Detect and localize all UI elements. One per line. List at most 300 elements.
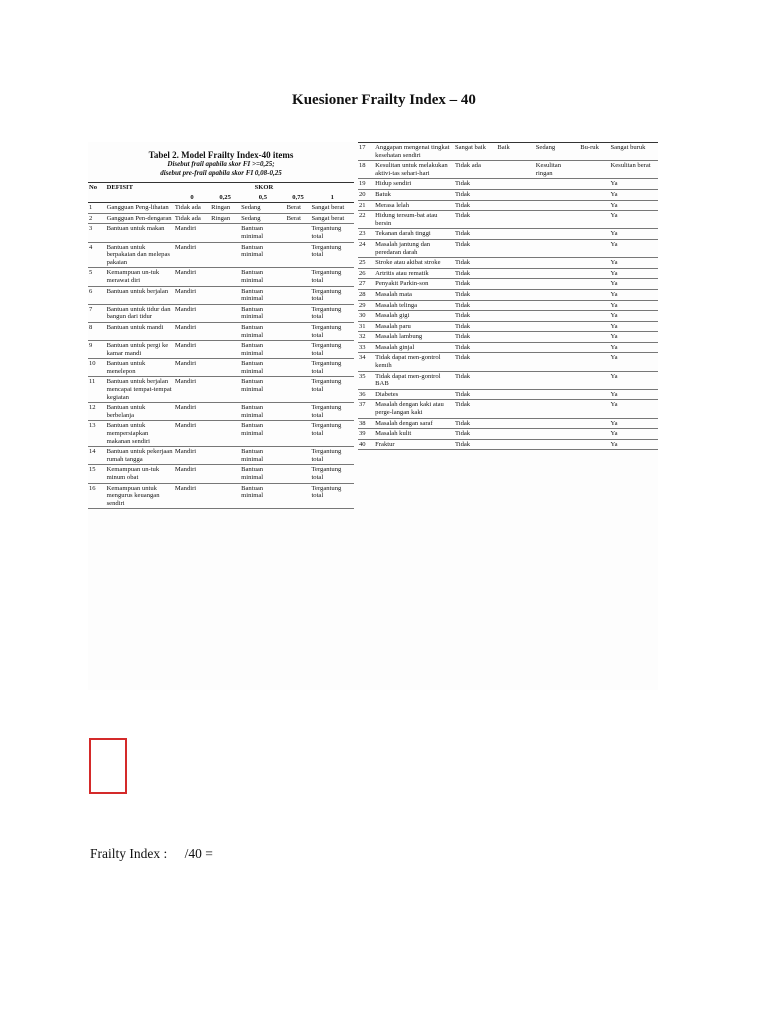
cell-d	[579, 342, 609, 353]
cell-no: 25	[359, 259, 366, 267]
table-row	[358, 332, 658, 343]
cell-defisit: Kemampuan untuk mengurus keuangan sendiri	[106, 484, 160, 507]
cell-s025	[210, 359, 240, 377]
cell-defisit: Kemampuan un-tuk merawat diri	[106, 269, 160, 284]
cell-a: Tidak	[454, 240, 471, 248]
header-skor: SKOR	[174, 183, 354, 193]
cell-b	[496, 418, 534, 429]
frailty-index-label: Frailty Index :	[90, 846, 168, 861]
cell-b	[496, 300, 534, 311]
cell-b	[496, 429, 534, 440]
cell-s0: Mandiri	[174, 305, 197, 313]
caption-title: Tabel 2. Model Frailty Index-40 items	[148, 150, 294, 160]
cell-defisit: Batuk	[375, 190, 391, 198]
cell-b	[496, 200, 534, 211]
cell-s05: Sedang	[241, 214, 261, 222]
cell-c	[535, 268, 579, 279]
cell-c	[535, 321, 579, 332]
cell-defisit: Hidung tersum-bat atau bersin	[375, 212, 438, 227]
cell-no: 4	[89, 243, 93, 251]
table-row	[358, 179, 658, 190]
cell-c	[535, 289, 579, 300]
cell-s075	[286, 322, 311, 340]
cell-b	[496, 400, 534, 418]
cell-a: Tidak ada	[454, 162, 481, 170]
cell-d	[579, 418, 609, 429]
cell-e: Ya	[610, 280, 618, 288]
table-row	[88, 483, 354, 509]
cell-a: Tidak	[454, 390, 471, 398]
cell-e: Ya	[610, 312, 618, 320]
right-table-body	[358, 143, 658, 450]
cell-s0: Mandiri	[174, 404, 197, 412]
cell-s025	[210, 224, 240, 242]
cell-s1: Tergantung total	[311, 378, 342, 394]
cell-no: 33	[359, 343, 366, 351]
cell-s0: Mandiri	[174, 243, 197, 251]
table-row	[88, 242, 354, 268]
cell-d	[579, 289, 609, 300]
cell-s1: Tergantung total	[311, 269, 342, 284]
cell-defisit: Penyakit Parkin-son	[375, 280, 429, 288]
table-row	[358, 353, 658, 371]
cell-s05: Bantuan minimal	[241, 360, 264, 375]
cell-c: Kesulitan ringan	[535, 162, 562, 177]
cell-s075	[286, 447, 311, 465]
cell-c	[535, 429, 579, 440]
cell-d	[579, 332, 609, 343]
cell-s05: Bantuan minimal	[241, 305, 264, 321]
cell-s05: Bantuan minimal	[241, 323, 264, 339]
table-row	[88, 465, 354, 483]
cell-d	[579, 389, 609, 400]
cell-no: 3	[89, 225, 93, 233]
cell-s1: Sangat berat	[311, 204, 345, 212]
cell-defisit: Fraktur	[375, 440, 395, 448]
table-row	[88, 224, 354, 242]
cell-e: Ya	[610, 190, 618, 198]
cell-s1: Tergantung total	[311, 323, 342, 339]
cell-c	[535, 371, 579, 389]
cell-d	[579, 200, 609, 211]
cell-defisit: Tidak dapat men-gontrol kemih	[375, 354, 441, 370]
cell-c	[535, 258, 579, 269]
cell-s05: Bantuan minimal	[241, 243, 264, 259]
caption-frail: Disebut frail apabila skor FI >=0,25;	[167, 160, 275, 168]
cell-s075	[286, 483, 311, 509]
cell-defisit: Bantuan untuk menelepon	[106, 360, 146, 375]
cell-no: 20	[359, 190, 366, 198]
cell-b	[496, 211, 534, 229]
cell-no: 30	[359, 312, 366, 320]
table-row	[358, 279, 658, 290]
cell-defisit: Masalah ginjal	[375, 343, 415, 351]
cell-c	[535, 342, 579, 353]
table-row	[358, 200, 658, 211]
table-row	[358, 189, 658, 200]
cell-no: 11	[89, 378, 96, 386]
cell-no: 40	[359, 440, 366, 448]
table-row	[88, 322, 354, 340]
cell-a: Tidak	[454, 230, 471, 238]
header-score-025: 0,25	[210, 193, 240, 203]
cell-defisit: Masalah paru	[375, 322, 411, 330]
table-row	[358, 439, 658, 450]
cell-b	[496, 289, 534, 300]
cell-s05: Bantuan minimal	[241, 269, 264, 284]
table-caption	[88, 150, 354, 178]
cell-a: Tidak	[454, 354, 471, 362]
cell-s075	[286, 341, 311, 359]
cell-s05: Bantuan minimal	[241, 466, 264, 481]
cell-a: Tidak	[454, 259, 471, 267]
table-row	[88, 359, 354, 377]
cell-defisit: Kemampuan un-tuk minum obat	[106, 466, 160, 481]
header-no: No	[88, 183, 106, 193]
cell-s0: Mandiri	[174, 484, 197, 492]
table-row	[88, 213, 354, 224]
cell-defisit: Masalah lambung	[375, 333, 423, 341]
cell-defisit: Bantuan untuk berbelanja	[106, 404, 146, 419]
cell-s0: Mandiri	[174, 360, 197, 368]
table-row	[358, 289, 658, 300]
cell-s1: Sangat berat	[311, 214, 345, 222]
cell-no: 23	[359, 230, 366, 238]
cell-s075: Berat	[286, 204, 301, 212]
cell-no: 37	[359, 401, 366, 409]
cell-defisit: Merasa lelah	[375, 201, 410, 209]
cell-s025: Ringan	[211, 204, 231, 212]
cell-no: 31	[359, 322, 366, 330]
cell-c	[535, 311, 579, 322]
cell-no: 1	[89, 204, 93, 212]
cell-s075	[286, 242, 311, 268]
cell-s075	[286, 465, 311, 483]
cell-e: Ya	[610, 212, 618, 220]
cell-c	[535, 389, 579, 400]
table-row	[88, 203, 354, 214]
cell-e: Ya	[610, 180, 618, 188]
cell-e: Ya	[610, 290, 618, 298]
cell-c	[535, 418, 579, 429]
cell-d	[579, 179, 609, 190]
cell-defisit: Masalah kulit	[375, 430, 412, 438]
cell-defisit: Diabetes	[375, 390, 399, 398]
table-row	[88, 304, 354, 322]
cell-a: Tidak	[454, 312, 471, 320]
cell-defisit: Tidak dapat men-gontrol BAB	[375, 372, 441, 388]
cell-s1: Tergantung total	[311, 243, 342, 259]
cell-b	[496, 342, 534, 353]
cell-no: 29	[359, 301, 366, 309]
cell-b	[496, 321, 534, 332]
left-table-body	[88, 203, 354, 509]
cell-s025	[210, 322, 240, 340]
cell-s0: Mandiri	[174, 225, 197, 233]
cell-defisit: Masalah dengan saraf	[375, 419, 433, 427]
cell-e: Ya	[610, 230, 618, 238]
cell-a: Tidak	[454, 212, 471, 220]
cell-s075	[286, 286, 311, 304]
right-table	[358, 142, 658, 450]
cell-no: 19	[359, 180, 366, 188]
cell-s1: Tergantung total	[311, 404, 342, 419]
cell-c	[535, 200, 579, 211]
cell-no: 17	[359, 144, 366, 151]
cell-c	[535, 279, 579, 290]
table-row	[358, 400, 658, 418]
header-score-075: 0,75	[286, 193, 311, 203]
cell-defisit: Bantuan untuk mandi	[106, 323, 164, 331]
cell-s1: Tergantung total	[311, 422, 342, 438]
cell-s025	[210, 268, 240, 286]
table-row	[358, 321, 658, 332]
cell-e: Ya	[610, 301, 618, 309]
cell-s025	[210, 447, 240, 465]
cell-no: 27	[359, 280, 366, 288]
cell-no: 12	[89, 404, 96, 412]
cell-a: Sangat baik	[454, 144, 486, 151]
cell-e: Ya	[610, 372, 618, 380]
cell-defisit: Bantuan untuk berjalan mencapai tempat-tempat kegiatan	[106, 378, 172, 401]
cell-defisit: Bantuan untuk mempersiapkan makanan sendiri	[106, 422, 150, 445]
cell-s05: Bantuan minimal	[241, 342, 264, 357]
cell-s025	[210, 286, 240, 304]
cell-defisit: Anggapan mengenai tingkat kesehatan sendiri	[375, 144, 450, 159]
cell-b	[496, 189, 534, 200]
cell-defisit: Bantuan untuk makan	[106, 225, 165, 233]
table-row	[88, 286, 354, 304]
cell-no: 22	[359, 212, 366, 220]
cell-no: 8	[89, 323, 93, 331]
table-row	[358, 311, 658, 322]
left-header-row-1	[88, 183, 354, 193]
cell-s05: Sedang	[241, 204, 261, 212]
cell-e: Ya	[610, 259, 618, 267]
cell-no: 9	[89, 342, 93, 350]
cell-e: Ya	[610, 322, 618, 330]
cell-b	[496, 311, 534, 322]
header-score-05: 0,5	[240, 193, 286, 203]
cell-c: Sedang	[535, 144, 556, 151]
cell-s05: Bantuan minimal	[241, 225, 264, 240]
cell-defisit: Masalah dengan kaki atau perge-langan kaki	[375, 401, 444, 417]
cell-b	[496, 161, 534, 179]
cell-no: 2	[89, 214, 93, 222]
cell-s075: Berat	[286, 214, 301, 222]
cell-s1: Tergantung total	[311, 305, 342, 321]
cell-d	[579, 439, 609, 450]
cell-d	[579, 279, 609, 290]
cell-defisit: Kesulitan untuk melakukan aktivi-tas sehari-hari	[375, 162, 448, 177]
cell-no: 16	[89, 484, 96, 492]
page-title: Kuesioner Frailty Index – 40	[292, 92, 476, 108]
cell-no: 7	[89, 305, 93, 313]
header-defisit: DEFISIT	[106, 183, 174, 193]
cell-c	[535, 332, 579, 343]
cell-a: Tidak	[454, 333, 471, 341]
cell-no: 5	[89, 269, 93, 277]
cell-a: Tidak	[454, 440, 471, 448]
cell-defisit: Bantuan untuk pekerjaan rumah tangga	[106, 448, 173, 463]
cell-s0: Tidak ada	[174, 214, 201, 222]
table-row	[88, 421, 354, 447]
cell-a: Tidak	[454, 343, 471, 351]
cell-c	[535, 229, 579, 240]
cell-s075	[286, 421, 311, 447]
cell-d	[579, 353, 609, 371]
table-row	[358, 239, 658, 257]
cell-s1: Tergantung total	[311, 360, 342, 375]
cell-b	[496, 332, 534, 343]
cell-c	[535, 211, 579, 229]
cell-s1: Tergantung total	[311, 287, 342, 303]
cell-d	[579, 300, 609, 311]
cell-no: 13	[89, 422, 96, 430]
cell-defisit: Masalah telinga	[375, 301, 418, 309]
cell-e: Ya	[610, 269, 618, 277]
table-row	[358, 389, 658, 400]
table-row	[88, 403, 354, 421]
cell-b	[496, 353, 534, 371]
cell-defisit: Masalah mata	[375, 290, 412, 298]
table-row	[358, 229, 658, 240]
left-header-row-2	[88, 193, 354, 203]
table-row	[88, 377, 354, 403]
cell-s1: Tergantung total	[311, 466, 342, 481]
cell-d	[579, 161, 609, 179]
cell-defisit: Bantuan untuk pergi ke kamar mandi	[106, 342, 169, 357]
cell-s05: Bantuan minimal	[241, 404, 264, 419]
table-row	[358, 143, 658, 161]
cell-defisit: Stroke atau akibat stroke	[375, 259, 441, 267]
cell-defisit: Artritis atau rematik	[375, 269, 429, 277]
cell-b	[496, 239, 534, 257]
cell-d	[579, 371, 609, 389]
cell-a: Tidak	[454, 372, 471, 380]
cell-no: 39	[359, 430, 366, 438]
cell-s0: Mandiri	[174, 269, 197, 277]
cell-defisit: Masalah gigi	[375, 312, 410, 320]
cell-c	[535, 179, 579, 190]
cell-d	[579, 429, 609, 440]
cell-s0: Mandiri	[174, 323, 197, 331]
cell-s025	[210, 304, 240, 322]
cell-no: 35	[359, 372, 366, 380]
cell-s0: Mandiri	[174, 448, 197, 456]
table-row	[358, 418, 658, 429]
table-row	[358, 342, 658, 353]
cell-e: Kesulitan berat	[610, 162, 651, 170]
frailty-index-line	[90, 846, 213, 862]
cell-a: Tidak	[454, 419, 471, 427]
cell-s075	[286, 403, 311, 421]
cell-s025	[210, 341, 240, 359]
table-row	[358, 161, 658, 179]
cell-b	[496, 439, 534, 450]
cell-c	[535, 189, 579, 200]
cell-s025	[210, 403, 240, 421]
cell-e: Ya	[610, 390, 618, 398]
cell-e: Sangat buruk	[610, 144, 646, 151]
cell-d	[579, 258, 609, 269]
cell-e: Ya	[610, 343, 618, 351]
cell-no: 24	[359, 240, 366, 248]
cell-defisit: Bantuan untuk berpakaian dan melepas pakaian	[106, 243, 170, 266]
cell-a: Tidak	[454, 280, 471, 288]
table-row	[358, 300, 658, 311]
cell-s025	[210, 421, 240, 447]
cell-defisit: Hidup sendiri	[375, 180, 412, 188]
cell-s0: Mandiri	[174, 378, 197, 386]
cell-c	[535, 439, 579, 450]
table-row	[88, 341, 354, 359]
cell-e: Ya	[610, 354, 618, 362]
cell-no: 28	[359, 290, 366, 298]
cell-b: Baik	[497, 144, 510, 151]
table-row	[358, 429, 658, 440]
cell-a: Tidak	[454, 180, 471, 188]
cell-e: Ya	[610, 440, 618, 448]
cell-no: 15	[89, 466, 96, 474]
cell-a: Tidak	[454, 430, 471, 438]
cell-a: Tidak	[454, 269, 471, 277]
header-score-1: 1	[310, 193, 354, 203]
cell-defisit: Gangguan Pen-dengaran	[106, 214, 172, 222]
cell-s05: Bantuan minimal	[241, 422, 264, 438]
cell-s025	[210, 483, 240, 509]
cell-s025: Ringan	[211, 214, 231, 222]
left-table	[88, 182, 354, 509]
cell-d	[579, 268, 609, 279]
cell-b	[496, 389, 534, 400]
cell-no: 21	[359, 201, 366, 209]
cell-e: Ya	[610, 430, 618, 438]
right-table-block	[358, 142, 658, 450]
cell-d	[579, 321, 609, 332]
cell-c	[535, 400, 579, 418]
cell-s025	[210, 242, 240, 268]
cell-no: 36	[359, 390, 366, 398]
cell-no: 26	[359, 269, 366, 277]
cell-s075	[286, 268, 311, 286]
cell-no: 32	[359, 333, 366, 341]
cell-d	[579, 211, 609, 229]
cell-d: Bu-ruk	[580, 144, 599, 151]
score-answer-box[interactable]	[89, 738, 127, 794]
cell-s05: Bantuan minimal	[241, 378, 264, 394]
table-row	[358, 211, 658, 229]
cell-a: Tidak	[454, 290, 471, 298]
cell-d	[579, 239, 609, 257]
cell-s025	[210, 465, 240, 483]
cell-b	[496, 179, 534, 190]
cell-s1: Tergantung total	[311, 448, 342, 463]
cell-s1: Tergantung total	[311, 225, 342, 240]
cell-a: Tidak	[454, 190, 471, 198]
table-row	[88, 268, 354, 286]
cell-d	[579, 229, 609, 240]
cell-defisit: Masalah jantung dan peredaran darah	[375, 240, 431, 256]
cell-s0: Mandiri	[174, 342, 197, 350]
cell-defisit: Gangguan Peng-lihatan	[106, 204, 169, 212]
cell-e: Ya	[610, 240, 618, 248]
cell-s075	[286, 304, 311, 322]
cell-s0: Mandiri	[174, 422, 197, 430]
cell-defisit: Tekanan darah tinggi	[375, 230, 431, 238]
cell-b	[496, 279, 534, 290]
cell-d	[579, 189, 609, 200]
